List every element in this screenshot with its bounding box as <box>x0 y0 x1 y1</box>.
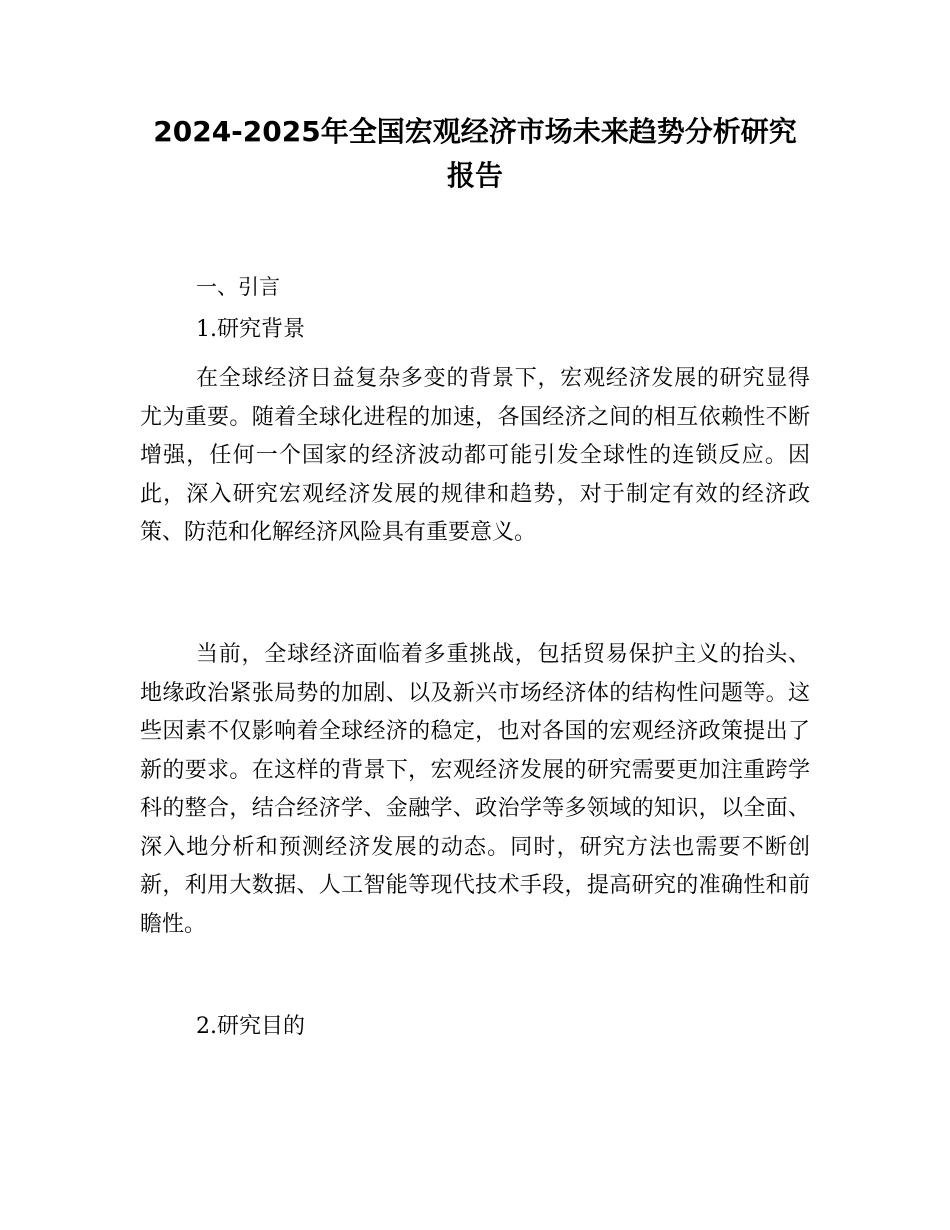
subsection-heading-purpose: 2.研究目的 <box>196 1014 305 1039</box>
paragraph-background-1: 在全球经济日益复杂多变的背景下，宏观经济发展的研究显得尤为重要。随着全球化进程的加速，各国经济之间的相互依赖性不断增强，任何一个国家的经济波动都可能引发全球性的连锁反应。因此，深入研究宏观经济发展的规律和趋势，对于制定有效的经济政策、防范和化解经济风险具有重要意义。 <box>140 366 810 545</box>
paragraph-background-2: 当前，全球经济面临着多重挑战，包括贸易保护主义的抬头、地缘政治紧张局势的加剧、以及新兴市场经济体的结构性问题等。这些因素不仅影响着全球经济的稳定，也对各国的宏观经济政策提出了新的要求。在这样的背景下，宏观经济发展的研究需要更加注重跨学科的整合，结合经济学、金融学、政治学等多领域的知识，以全面、深入地分析和预测经济发展的动态。同时，研究方法也需要不断创新，利用大数据、人工智能等现代技术手段，提高研究的准确性和前瞻性。 <box>140 642 810 937</box>
document-title: 2024-2025年全国宏观经济市场未来趋势分析研究报告 <box>153 115 797 192</box>
section-heading-introduction: 一、引言 <box>196 275 280 299</box>
subsection-heading-background: 1.研究背景 <box>196 317 305 342</box>
